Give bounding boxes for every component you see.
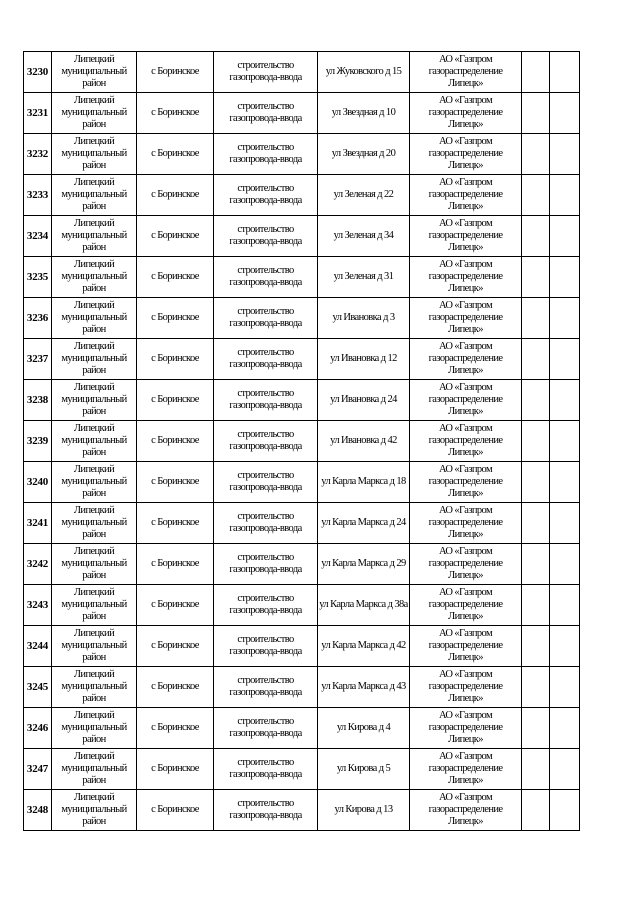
work-type-cell: строительство газопровода-ввода (214, 298, 318, 339)
empty-cell-7 (522, 380, 550, 421)
table-row (24, 749, 580, 790)
empty-cell-7 (522, 93, 550, 134)
organization-cell: АО «Газпром газораспределение Липецк» (410, 93, 522, 134)
empty-cell-8 (550, 708, 580, 749)
table-row (24, 462, 580, 503)
empty-cell-8 (550, 175, 580, 216)
empty-cell-8 (550, 93, 580, 134)
empty-cell-7 (522, 790, 550, 831)
address-cell: ул Карла Маркса д 29 (318, 544, 410, 585)
work-type-cell: строительство газопровода-ввода (214, 790, 318, 831)
settlement-cell: с Боринское (137, 175, 214, 216)
district-cell: Липецкий муниципальный район (52, 339, 137, 380)
work-type-cell: строительство газопровода-ввода (214, 175, 318, 216)
work-type-cell: строительство газопровода-ввода (214, 749, 318, 790)
table-row (24, 380, 580, 421)
row-number-cell: 3247 (24, 749, 52, 790)
district-cell: Липецкий муниципальный район (52, 52, 137, 93)
address-cell: ул Ивановка д 24 (318, 380, 410, 421)
table-row (24, 298, 580, 339)
work-type-cell: строительство газопровода-ввода (214, 544, 318, 585)
empty-cell-8 (550, 667, 580, 708)
work-type-cell: строительство газопровода-ввода (214, 134, 318, 175)
empty-cell-8 (550, 339, 580, 380)
table-row (24, 708, 580, 749)
address-cell: ул Кирова д 5 (318, 749, 410, 790)
empty-cell-7 (522, 462, 550, 503)
table-row (24, 52, 580, 93)
address-cell: ул Кирова д 13 (318, 790, 410, 831)
settlement-cell: с Боринское (137, 503, 214, 544)
table-row (24, 585, 580, 626)
address-cell: ул Карла Маркса д 18 (318, 462, 410, 503)
district-cell: Липецкий муниципальный район (52, 667, 137, 708)
work-type-cell: строительство газопровода-ввода (214, 585, 318, 626)
address-cell: ул Карла Маркса д 24 (318, 503, 410, 544)
settlement-cell: с Боринское (137, 462, 214, 503)
table-row (24, 134, 580, 175)
empty-cell-7 (522, 175, 550, 216)
row-number-cell: 3244 (24, 626, 52, 667)
settlement-cell: с Боринское (137, 667, 214, 708)
settlement-cell: с Боринское (137, 790, 214, 831)
work-type-cell: строительство газопровода-ввода (214, 257, 318, 298)
district-cell: Липецкий муниципальный район (52, 749, 137, 790)
empty-cell-8 (550, 257, 580, 298)
work-type-cell: строительство газопровода-ввода (214, 503, 318, 544)
organization-cell: АО «Газпром газораспределение Липецк» (410, 503, 522, 544)
settlement-cell: с Боринское (137, 216, 214, 257)
organization-cell: АО «Газпром газораспределение Липецк» (410, 626, 522, 667)
work-type-cell: строительство газопровода-ввода (214, 421, 318, 462)
empty-cell-7 (522, 544, 550, 585)
empty-cell-7 (522, 52, 550, 93)
empty-cell-8 (550, 749, 580, 790)
district-cell: Липецкий муниципальный район (52, 503, 137, 544)
empty-cell-8 (550, 544, 580, 585)
district-cell: Липецкий муниципальный район (52, 216, 137, 257)
address-cell: ул Звездная д 20 (318, 134, 410, 175)
organization-cell: АО «Газпром газораспределение Липецк» (410, 544, 522, 585)
settlement-cell: с Боринское (137, 339, 214, 380)
settlement-cell: с Боринское (137, 708, 214, 749)
empty-cell-8 (550, 626, 580, 667)
empty-cell-7 (522, 339, 550, 380)
address-cell: ул Звездная д 10 (318, 93, 410, 134)
empty-cell-7 (522, 421, 550, 462)
row-number-cell: 3233 (24, 175, 52, 216)
district-cell: Липецкий муниципальный район (52, 134, 137, 175)
empty-cell-7 (522, 708, 550, 749)
address-cell: ул Ивановка д 12 (318, 339, 410, 380)
work-type-cell: строительство газопровода-ввода (214, 52, 318, 93)
table-row (24, 421, 580, 462)
district-cell: Липецкий муниципальный район (52, 585, 137, 626)
table-row (24, 790, 580, 831)
organization-cell: АО «Газпром газораспределение Липецк» (410, 216, 522, 257)
address-cell: ул Зеленая д 34 (318, 216, 410, 257)
address-cell: ул Ивановка д 3 (318, 298, 410, 339)
address-cell: ул Жуковского д 15 (318, 52, 410, 93)
table-row (24, 626, 580, 667)
organization-cell: АО «Газпром газораспределение Липецк» (410, 708, 522, 749)
empty-cell-7 (522, 667, 550, 708)
empty-cell-7 (522, 216, 550, 257)
settlement-cell: с Боринское (137, 298, 214, 339)
organization-cell: АО «Газпром газораспределение Липецк» (410, 134, 522, 175)
district-cell: Липецкий муниципальный район (52, 298, 137, 339)
address-cell: ул Карла Маркса д 42 (318, 626, 410, 667)
settlement-cell: с Боринское (137, 749, 214, 790)
table-row (24, 93, 580, 134)
organization-cell: АО «Газпром газораспределение Липецк» (410, 462, 522, 503)
empty-cell-8 (550, 380, 580, 421)
organization-cell: АО «Газпром газораспределение Липецк» (410, 380, 522, 421)
row-number-cell: 3242 (24, 544, 52, 585)
district-cell: Липецкий муниципальный район (52, 626, 137, 667)
empty-cell-8 (550, 134, 580, 175)
table-row (24, 257, 580, 298)
registry-table (23, 51, 580, 831)
empty-cell-7 (522, 749, 550, 790)
empty-cell-7 (522, 257, 550, 298)
empty-cell-8 (550, 462, 580, 503)
row-number-cell: 3235 (24, 257, 52, 298)
table-row (24, 544, 580, 585)
organization-cell: АО «Газпром газораспределение Липецк» (410, 667, 522, 708)
settlement-cell: с Боринское (137, 93, 214, 134)
settlement-cell: с Боринское (137, 380, 214, 421)
row-number-cell: 3230 (24, 52, 52, 93)
settlement-cell: с Боринское (137, 626, 214, 667)
settlement-cell: с Боринское (137, 134, 214, 175)
row-number-cell: 3246 (24, 708, 52, 749)
table-row (24, 339, 580, 380)
work-type-cell: строительство газопровода-ввода (214, 667, 318, 708)
empty-cell-8 (550, 790, 580, 831)
empty-cell-7 (522, 585, 550, 626)
district-cell: Липецкий муниципальный район (52, 421, 137, 462)
organization-cell: АО «Газпром газораспределение Липецк» (410, 175, 522, 216)
table-row (24, 216, 580, 257)
address-cell: ул Зеленая д 31 (318, 257, 410, 298)
empty-cell-8 (550, 421, 580, 462)
district-cell: Липецкий муниципальный район (52, 708, 137, 749)
organization-cell: АО «Газпром газораспределение Липецк» (410, 257, 522, 298)
work-type-cell: строительство газопровода-ввода (214, 216, 318, 257)
organization-cell: АО «Газпром газораспределение Липецк» (410, 52, 522, 93)
row-number-cell: 3238 (24, 380, 52, 421)
organization-cell: АО «Газпром газораспределение Липецк» (410, 585, 522, 626)
settlement-cell: с Боринское (137, 585, 214, 626)
address-cell: ул Карла Маркса д 38а (318, 585, 410, 626)
table-body (24, 52, 580, 831)
work-type-cell: строительство газопровода-ввода (214, 93, 318, 134)
organization-cell: АО «Газпром газораспределение Липецк» (410, 421, 522, 462)
address-cell: ул Ивановка д 42 (318, 421, 410, 462)
settlement-cell: с Боринское (137, 544, 214, 585)
row-number-cell: 3234 (24, 216, 52, 257)
empty-cell-7 (522, 134, 550, 175)
settlement-cell: с Боринское (137, 257, 214, 298)
district-cell: Липецкий муниципальный район (52, 257, 137, 298)
address-cell: ул Зеленая д 22 (318, 175, 410, 216)
empty-cell-8 (550, 503, 580, 544)
district-cell: Липецкий муниципальный район (52, 93, 137, 134)
empty-cell-7 (522, 626, 550, 667)
row-number-cell: 3236 (24, 298, 52, 339)
row-number-cell: 3239 (24, 421, 52, 462)
table-row (24, 667, 580, 708)
work-type-cell: строительство газопровода-ввода (214, 462, 318, 503)
district-cell: Липецкий муниципальный район (52, 175, 137, 216)
row-number-cell: 3232 (24, 134, 52, 175)
settlement-cell: с Боринское (137, 52, 214, 93)
row-number-cell: 3241 (24, 503, 52, 544)
organization-cell: АО «Газпром газораспределение Липецк» (410, 749, 522, 790)
row-number-cell: 3237 (24, 339, 52, 380)
table-row (24, 175, 580, 216)
row-number-cell: 3248 (24, 790, 52, 831)
district-cell: Липецкий муниципальный район (52, 462, 137, 503)
row-number-cell: 3231 (24, 93, 52, 134)
work-type-cell: строительство газопровода-ввода (214, 380, 318, 421)
row-number-cell: 3245 (24, 667, 52, 708)
work-type-cell: строительство газопровода-ввода (214, 708, 318, 749)
settlement-cell: с Боринское (137, 421, 214, 462)
row-number-cell: 3240 (24, 462, 52, 503)
address-cell: ул Карла Маркса д 43 (318, 667, 410, 708)
table-row (24, 503, 580, 544)
empty-cell-7 (522, 298, 550, 339)
organization-cell: АО «Газпром газораспределение Липецк» (410, 298, 522, 339)
organization-cell: АО «Газпром газораспределение Липецк» (410, 790, 522, 831)
empty-cell-8 (550, 216, 580, 257)
address-cell: ул Кирова д 4 (318, 708, 410, 749)
empty-cell-8 (550, 585, 580, 626)
empty-cell-7 (522, 503, 550, 544)
district-cell: Липецкий муниципальный район (52, 790, 137, 831)
district-cell: Липецкий муниципальный район (52, 544, 137, 585)
organization-cell: АО «Газпром газораспределение Липецк» (410, 339, 522, 380)
empty-cell-8 (550, 52, 580, 93)
work-type-cell: строительство газопровода-ввода (214, 339, 318, 380)
empty-cell-8 (550, 298, 580, 339)
work-type-cell: строительство газопровода-ввода (214, 626, 318, 667)
row-number-cell: 3243 (24, 585, 52, 626)
district-cell: Липецкий муниципальный район (52, 380, 137, 421)
